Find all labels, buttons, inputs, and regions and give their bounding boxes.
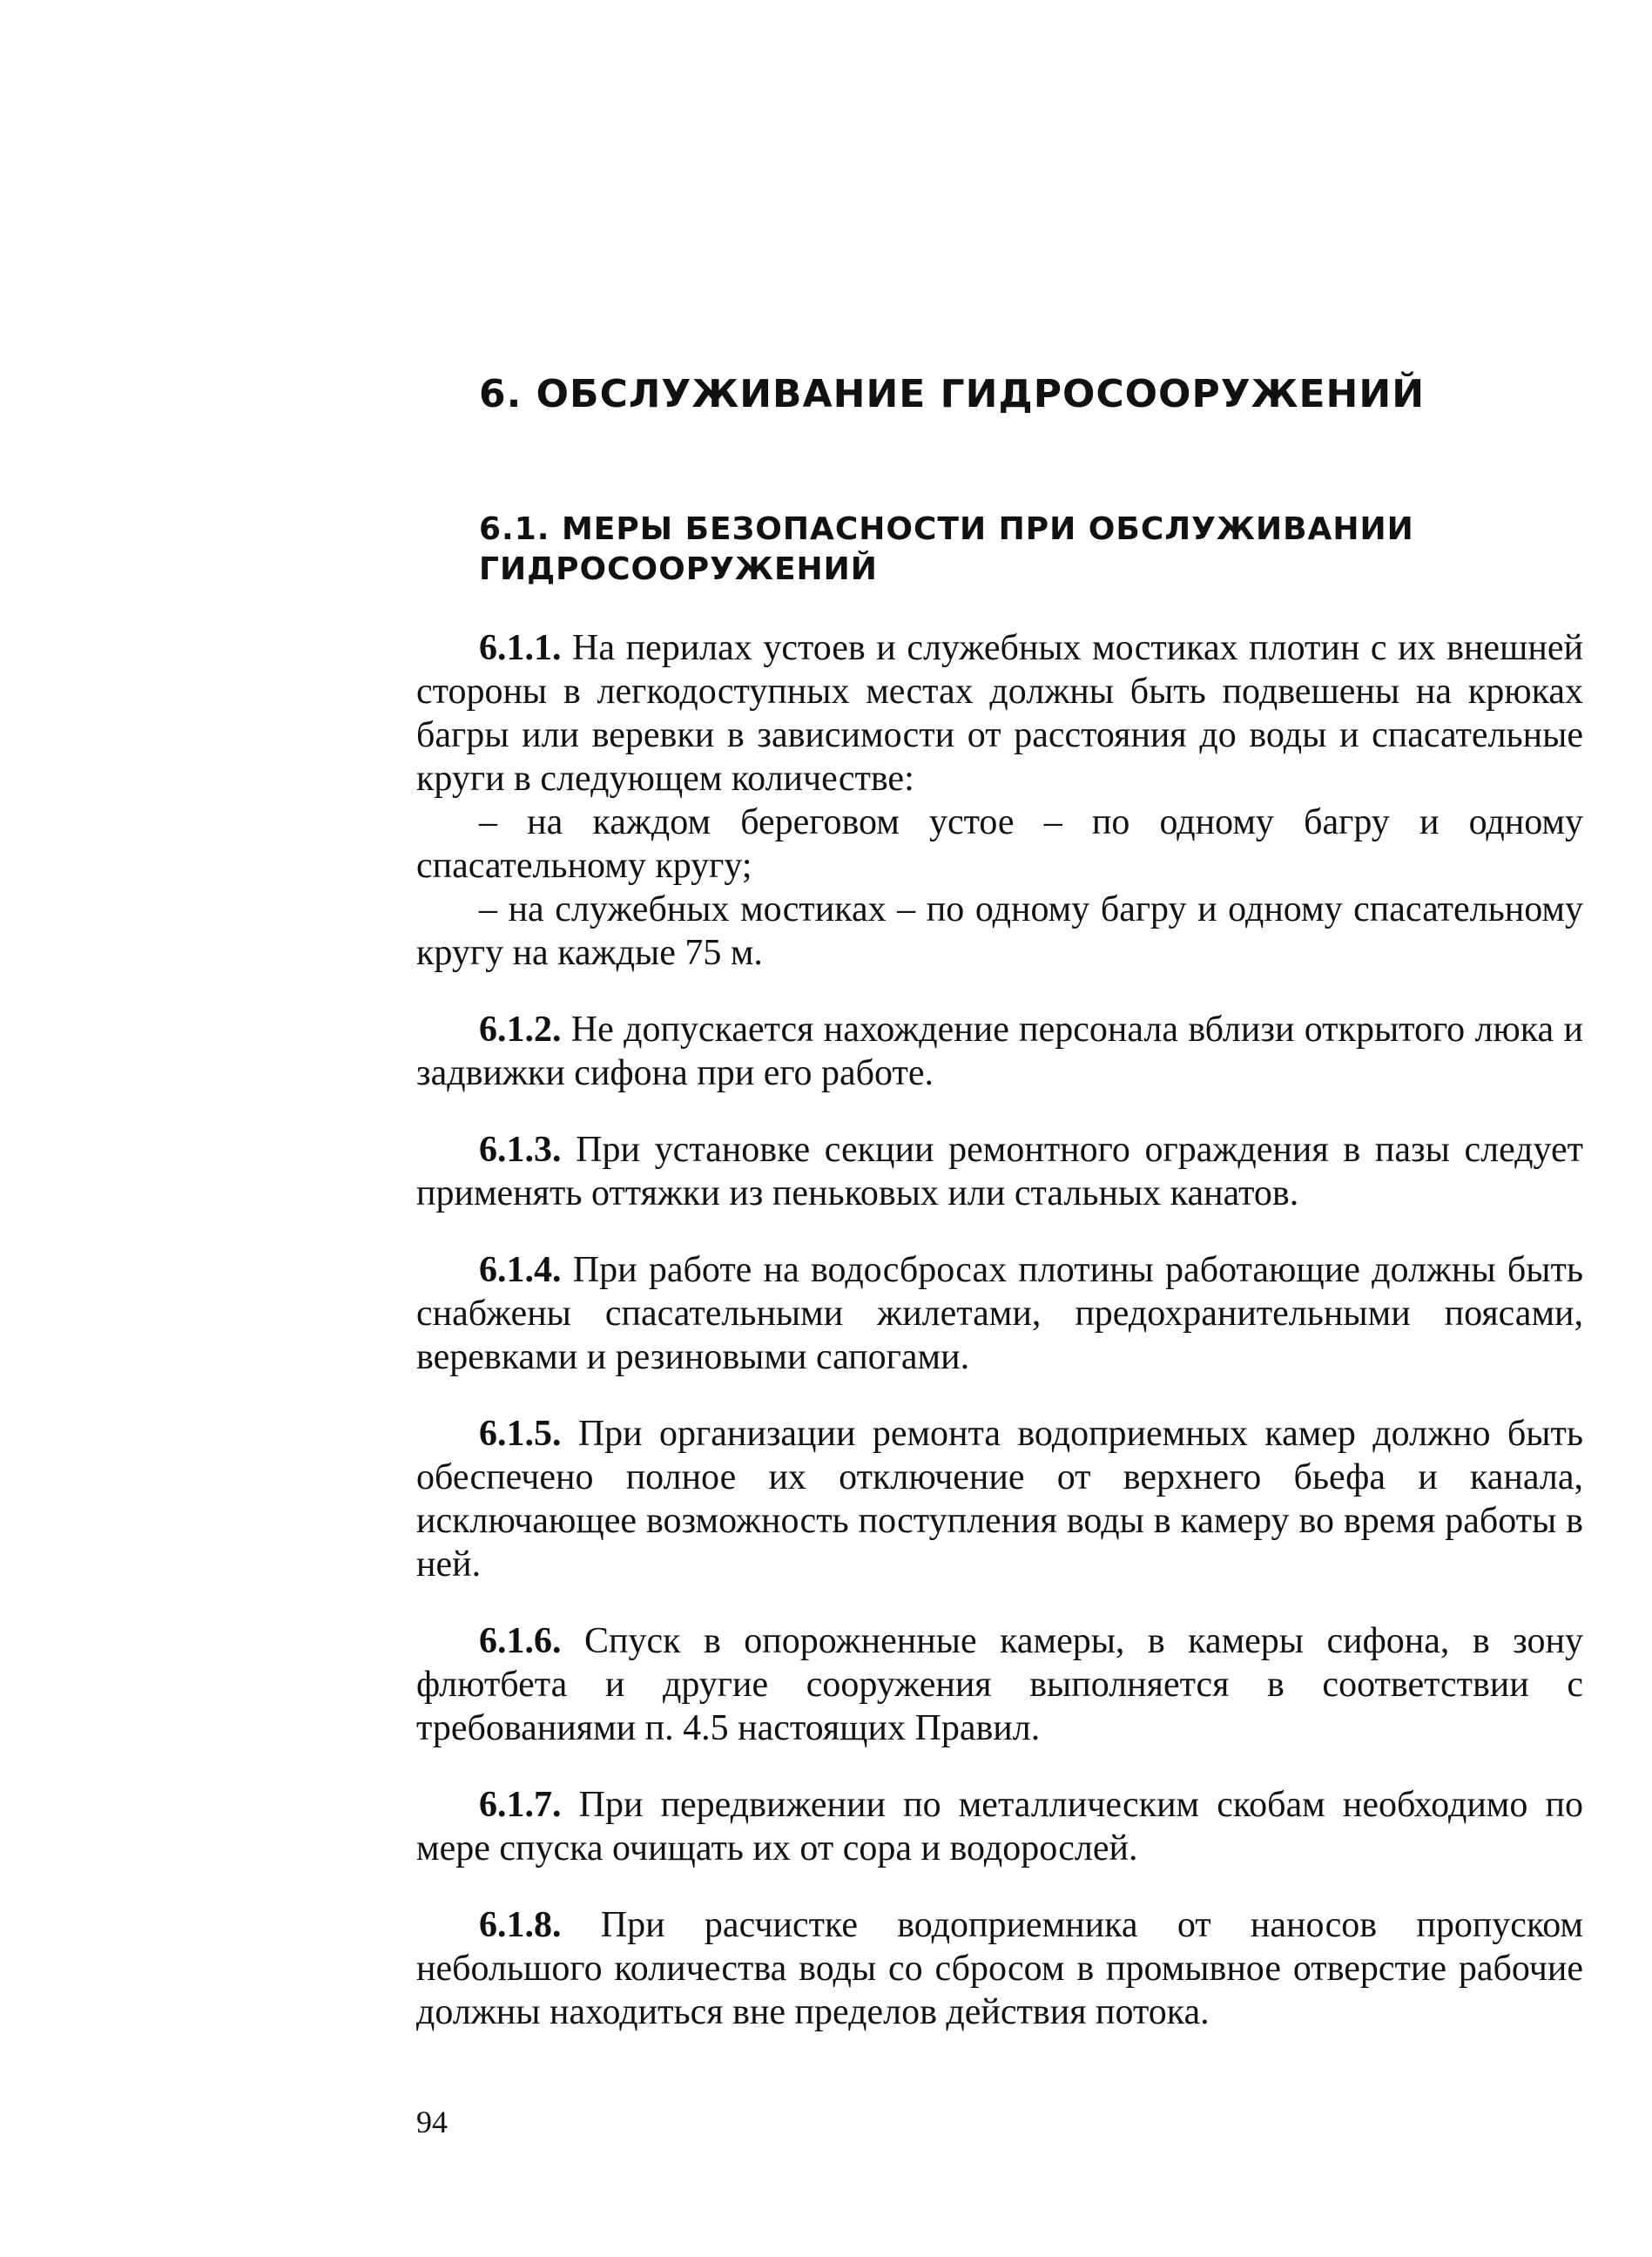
list-item: – на каждом береговом устое – по одному багру и одному спасательному кругу;: [416, 802, 1583, 886]
paragraph-text: Не допускается нахождение персонала вблизи открытого люка и задвижки сифона при его работе.: [416, 1010, 1583, 1093]
paragraph-6-1-2: [416, 1008, 1583, 1095]
paragraph-text: При работе на водосбросах плотины работающие должны быть снабжены спасательными жилетами, предохранительными поясами, веревками и резиновыми сапогами.: [416, 1250, 1583, 1377]
paragraph-6-1-3: [416, 1128, 1583, 1215]
paragraph-number: 6.1.3.: [479, 1130, 562, 1170]
paragraph-6-1-8: [416, 1903, 1583, 2034]
paragraph-text: На перилах устоев и служебных мостиках плотин с их внешней стороны в легкодоступных местах должны быть подвешены на крюках багры или веревки в зависимости от расстояния до воды и спасательные круги в следующем количестве:: [416, 628, 1583, 799]
paragraph-text: При установке секции ремонтного ограждения в пазы следует применять оттяжки из пеньковых или стальных канатов.: [416, 1130, 1583, 1213]
paragraph-number: 6.1.5.: [479, 1414, 562, 1454]
page-number: 94: [416, 2105, 448, 2139]
chapter-title: 6. ОБСЛУЖИВАНИЕ ГИДРОСООРУЖЕНИЙ: [479, 372, 1426, 416]
section-title: 6.1. МЕРЫ БЕЗОПАСНОСТИ ПРИ ОБСЛУЖИВАНИИ ГИДРОСООРУЖЕНИЙ: [479, 511, 1414, 587]
paragraph-number: 6.1.4.: [479, 1250, 562, 1290]
paragraph-6-1-6: [416, 1619, 1583, 1750]
paragraph-text: При передвижении по металлическим скобам необходимо по мере спуска очищать их от сора и водорослей.: [416, 1785, 1583, 1868]
paragraph-text: Спуск в опорожненные камеры, в камеры сифона, в зону флютбета и другие сооружения выполняется в соответствии с требованиями п. 4.5 настоящих Правил.: [416, 1621, 1583, 1748]
paragraph-number: 6.1.1.: [479, 628, 562, 668]
paragraph-number: 6.1.7.: [479, 1785, 562, 1825]
paragraph-text: При расчистке водоприемника от наносов пропуском небольшого количества воды со сбросом в промывное отверстие рабочие должны находиться вне пределов действия потока.: [416, 1905, 1583, 2032]
paragraph-6-1-7: [416, 1783, 1583, 1870]
section-body: [416, 626, 1583, 2034]
paragraph-text: При организации ремонта водоприемных камер должно быть обеспечено полное их отключение от верхнего бьефа и канала, исключающее возможность поступления воды в камеру во время работы в ней.: [416, 1414, 1583, 1585]
paragraph-6-1-1: [416, 626, 1583, 801]
list-item: – на служебных мостиках – по одному багру и одному спасательному кругу на каждые 75 м.: [416, 889, 1583, 973]
text-column: [416, 370, 1583, 2067]
paragraph-number: 6.1.6.: [479, 1621, 562, 1661]
paragraph-6-1-4: [416, 1248, 1583, 1379]
paragraph-number: 6.1.8.: [479, 1905, 562, 1945]
paragraph-number: 6.1.2.: [479, 1010, 562, 1050]
paragraph-6-1-5: [416, 1412, 1583, 1586]
